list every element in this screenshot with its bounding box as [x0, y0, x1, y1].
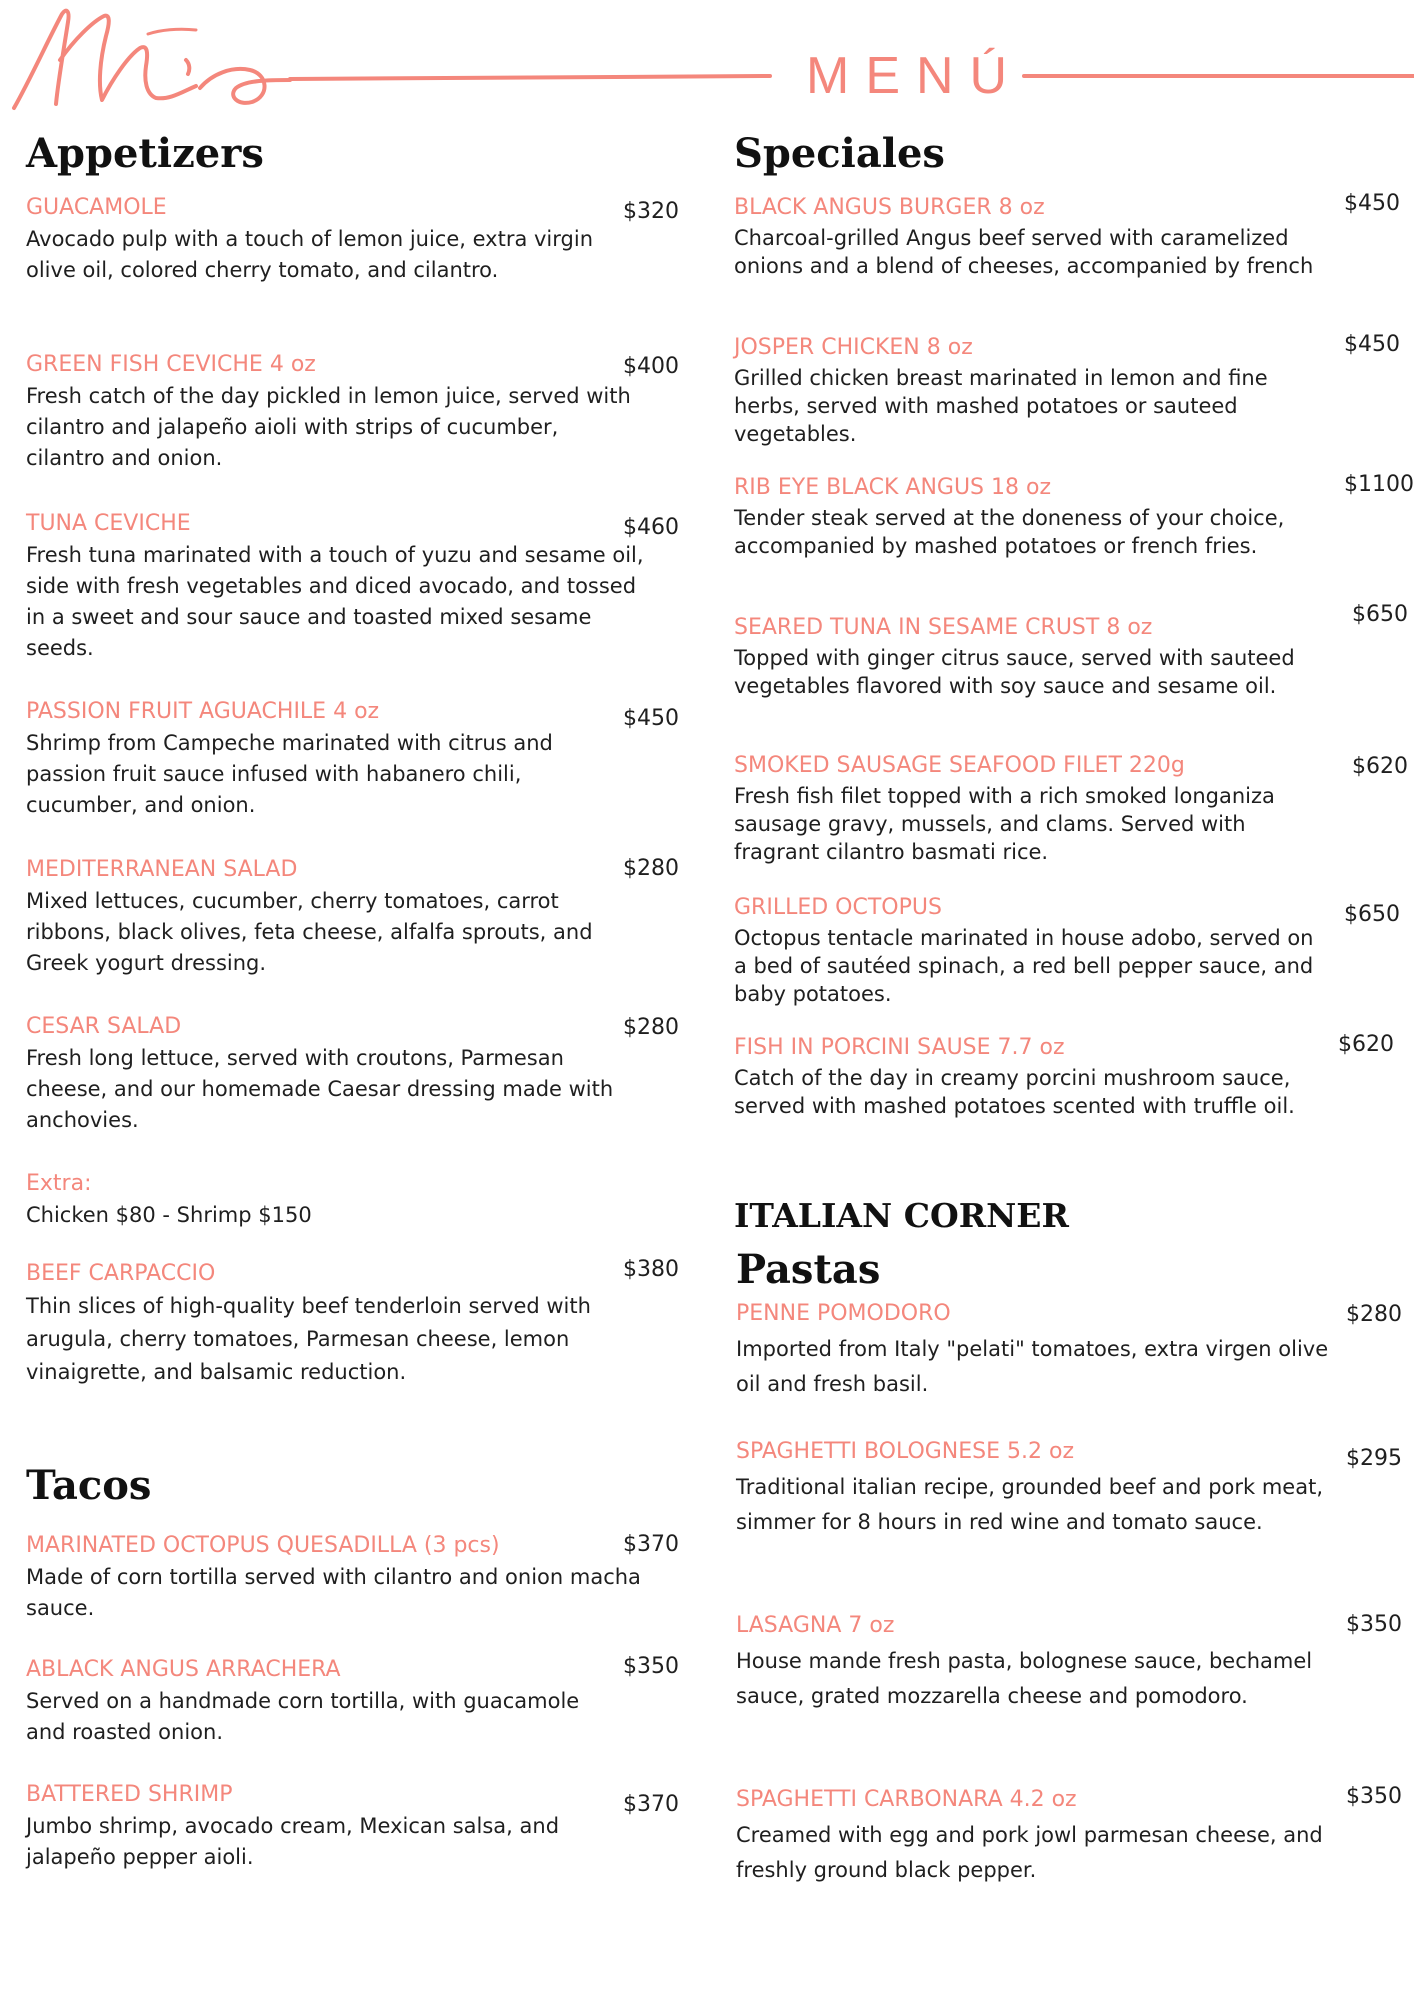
item-price: $450	[623, 706, 679, 731]
tacos-title: Tacos	[26, 1462, 152, 1509]
menu-item	[26, 1013, 651, 1136]
item-price: $620	[1352, 754, 1408, 779]
menu-item	[736, 1300, 1336, 1402]
menu-item	[26, 856, 646, 979]
item-name: GRILLED OCTOPUS	[734, 895, 942, 920]
menu-item	[26, 1260, 636, 1389]
item-description: Fresh catch of the day pickled in lemon juice, served with cilantro and jalapeño aioli with strips of cucumber, cilantro and onion.	[26, 384, 631, 470]
item-price: $370	[623, 1792, 679, 1817]
item-name: PASSION FRUIT AGUACHILE 4 oz	[26, 699, 380, 724]
menu-extra	[26, 1170, 636, 1231]
item-description: Shrimp from Campeche marinated with citrus and passion fruit sauce infused with habanero chili, cucumber, and onion.	[26, 731, 553, 817]
item-description: Charcoal-grilled Angus beef served with caramelized onions and a blend of cheeses, accompanied by french	[734, 226, 1314, 278]
item-name: LASAGNA 7 oz	[736, 1613, 895, 1638]
item-price: $280	[623, 1015, 679, 1040]
item-name: SPAGHETTI BOLOGNESE 5.2 oz	[736, 1439, 1075, 1464]
italian-corner-title: ITALIAN CORNER	[734, 1196, 1069, 1235]
extra-label: Extra:	[26, 1171, 92, 1196]
menu-item	[26, 1781, 626, 1873]
item-name: GUACAMOLE	[26, 195, 167, 220]
menu-item	[736, 1612, 1316, 1714]
item-name: CESAR SALAD	[26, 1014, 182, 1039]
item-price: $350	[1346, 1612, 1402, 1637]
item-price: $350	[1346, 1784, 1402, 1809]
menu-title: MENÚ	[806, 47, 1024, 105]
item-name: SEARED TUNA IN SESAME CRUST 8 oz	[734, 615, 1153, 640]
item-description: Topped with ginger citrus sauce, served with sauteed vegetables flavored with soy sauce and sesame oil.	[734, 646, 1295, 698]
item-price: $320	[623, 199, 679, 224]
item-name: FISH IN PORCINI SAUSE 7.7 oz	[734, 1035, 1065, 1060]
item-price: $620	[1338, 1032, 1394, 1057]
item-name: TUNA CEVICHE	[26, 511, 191, 536]
item-name: RIB EYE BLACK ANGUS 18 oz	[734, 475, 1052, 500]
item-name: BEEF CARPACCIO	[26, 1261, 216, 1286]
item-price: $650	[1344, 902, 1400, 927]
item-name: JOSPER CHICKEN 8 oz	[734, 335, 973, 360]
item-description: Made of corn tortilla served with cilantro and onion macha sauce.	[26, 1565, 641, 1620]
item-price: $380	[623, 1257, 679, 1282]
item-name: SMOKED SAUSAGE SEAFOOD FILET 220g	[734, 753, 1185, 778]
item-name: MEDITERRANEAN SALAD	[26, 857, 298, 882]
item-description: Imported from Italy "pelati" tomatoes, extra virgen olive oil and fresh basil.	[736, 1337, 1329, 1396]
item-name: PENNE POMODORO	[736, 1301, 951, 1326]
item-name: BATTERED SHRIMP	[26, 1782, 233, 1807]
item-description: Fresh fish filet topped with a rich smoked longaniza sausage gravy, mussels, and clams. Served with fragrant cilantro basmati rice.	[734, 784, 1275, 864]
pastas-title: Pastas	[736, 1246, 881, 1293]
appetizers-title: Appetizers	[26, 130, 264, 177]
menu-item	[734, 1034, 1344, 1120]
menu-item	[26, 698, 636, 821]
menu-item	[734, 894, 1314, 1008]
item-name: BLACK ANGUS BURGER 8 oz	[734, 195, 1045, 220]
item-price: $370	[623, 1532, 679, 1557]
item-name: SPAGHETTI CARBONARA 4.2 oz	[736, 1787, 1077, 1812]
item-description: Tender steak served at the doneness of your choice, accompanied by mashed potatoes or french fries.	[734, 506, 1285, 558]
menu-item	[26, 1656, 616, 1748]
menu-item	[26, 1532, 656, 1624]
menu-item	[736, 1786, 1356, 1888]
item-price: $650	[1352, 602, 1408, 627]
item-description: Grilled chicken breast marinated in lemon and fine herbs, served with mashed potatoes or sauteed vegetables.	[734, 366, 1268, 446]
item-name: ABLACK ANGUS ARRACHERA	[26, 1657, 341, 1682]
menu-item	[734, 194, 1314, 280]
item-price: $280	[1346, 1302, 1402, 1327]
item-price: $460	[623, 515, 679, 540]
especiales-title: Speciales	[734, 130, 945, 177]
item-price: $400	[623, 354, 679, 379]
item-price: $450	[1344, 191, 1400, 216]
item-price: $1100	[1344, 472, 1414, 497]
item-price: $280	[623, 856, 679, 881]
item-description: Mixed lettuces, cucumber, cherry tomatoes, carrot ribbons, black olives, feta cheese, alfalfa sprouts, and Greek yogurt dressing.	[26, 889, 593, 975]
menu-item	[734, 474, 1299, 560]
item-description: Catch of the day in creamy porcini mushroom sauce, served with mashed potatoes scented with truffle oil.	[734, 1066, 1295, 1118]
extra-description: Chicken $80 - Shrimp $150	[26, 1203, 312, 1227]
item-price: $350	[623, 1654, 679, 1679]
item-description: House mande fresh pasta, bolognese sauce, bechamel sauce, grated mozzarella cheese and pomodoro.	[736, 1649, 1313, 1708]
menu-item	[734, 752, 1304, 866]
item-description: Served on a handmade corn tortilla, with guacamole and roasted onion.	[26, 1689, 580, 1744]
item-price: $450	[1344, 332, 1400, 357]
item-description: Avocado pulp with a touch of lemon juice, extra virgin olive oil, colored cherry tomato, and cilantro.	[26, 227, 593, 282]
item-description: Fresh tuna marinated with a touch of yuzu and sesame oil, side with fresh vegetables and diced avocado, and tossed in a sweet and sour sauce and toasted mixed sesame seeds.	[26, 543, 644, 660]
menu-header	[0, 0, 1414, 130]
item-description: Octopus tentacle marinated in house adobo, served on a bed of sautéed spinach, a red bell pepper sauce, and baby potatoes.	[734, 926, 1314, 1006]
item-description: Thin slices of high-quality beef tenderloin served with arugula, cherry tomatoes, Parmesan cheese, lemon vinaigrette, and balsamic reduction.	[26, 1294, 591, 1384]
menu-item	[26, 194, 636, 286]
menu-item	[734, 334, 1314, 448]
item-name: MARINATED OCTOPUS QUESADILLA (3 pcs)	[26, 1533, 500, 1558]
item-description: Creamed with egg and pork jowl parmesan cheese, and freshly ground black pepper.	[736, 1823, 1323, 1882]
menu-item	[26, 510, 646, 664]
menu-item	[736, 1438, 1336, 1540]
item-description: Traditional italian recipe, grounded beef and pork meat, simmer for 8 hours in red wine and tomato sauce.	[736, 1475, 1323, 1534]
item-description: Fresh long lettuce, served with croutons, Parmesan cheese, and our homemade Caesar dressing made with anchovies.	[26, 1046, 614, 1132]
item-name: GREEN FISH CEVICHE 4 oz	[26, 352, 316, 377]
mio-logo	[0, 0, 1414, 130]
item-description: Jumbo shrimp, avocado cream, Mexican salsa, and jalapeño pepper aioli.	[26, 1814, 560, 1869]
item-price: $295	[1346, 1446, 1402, 1471]
menu-item	[26, 351, 636, 474]
menu-item	[734, 614, 1334, 700]
